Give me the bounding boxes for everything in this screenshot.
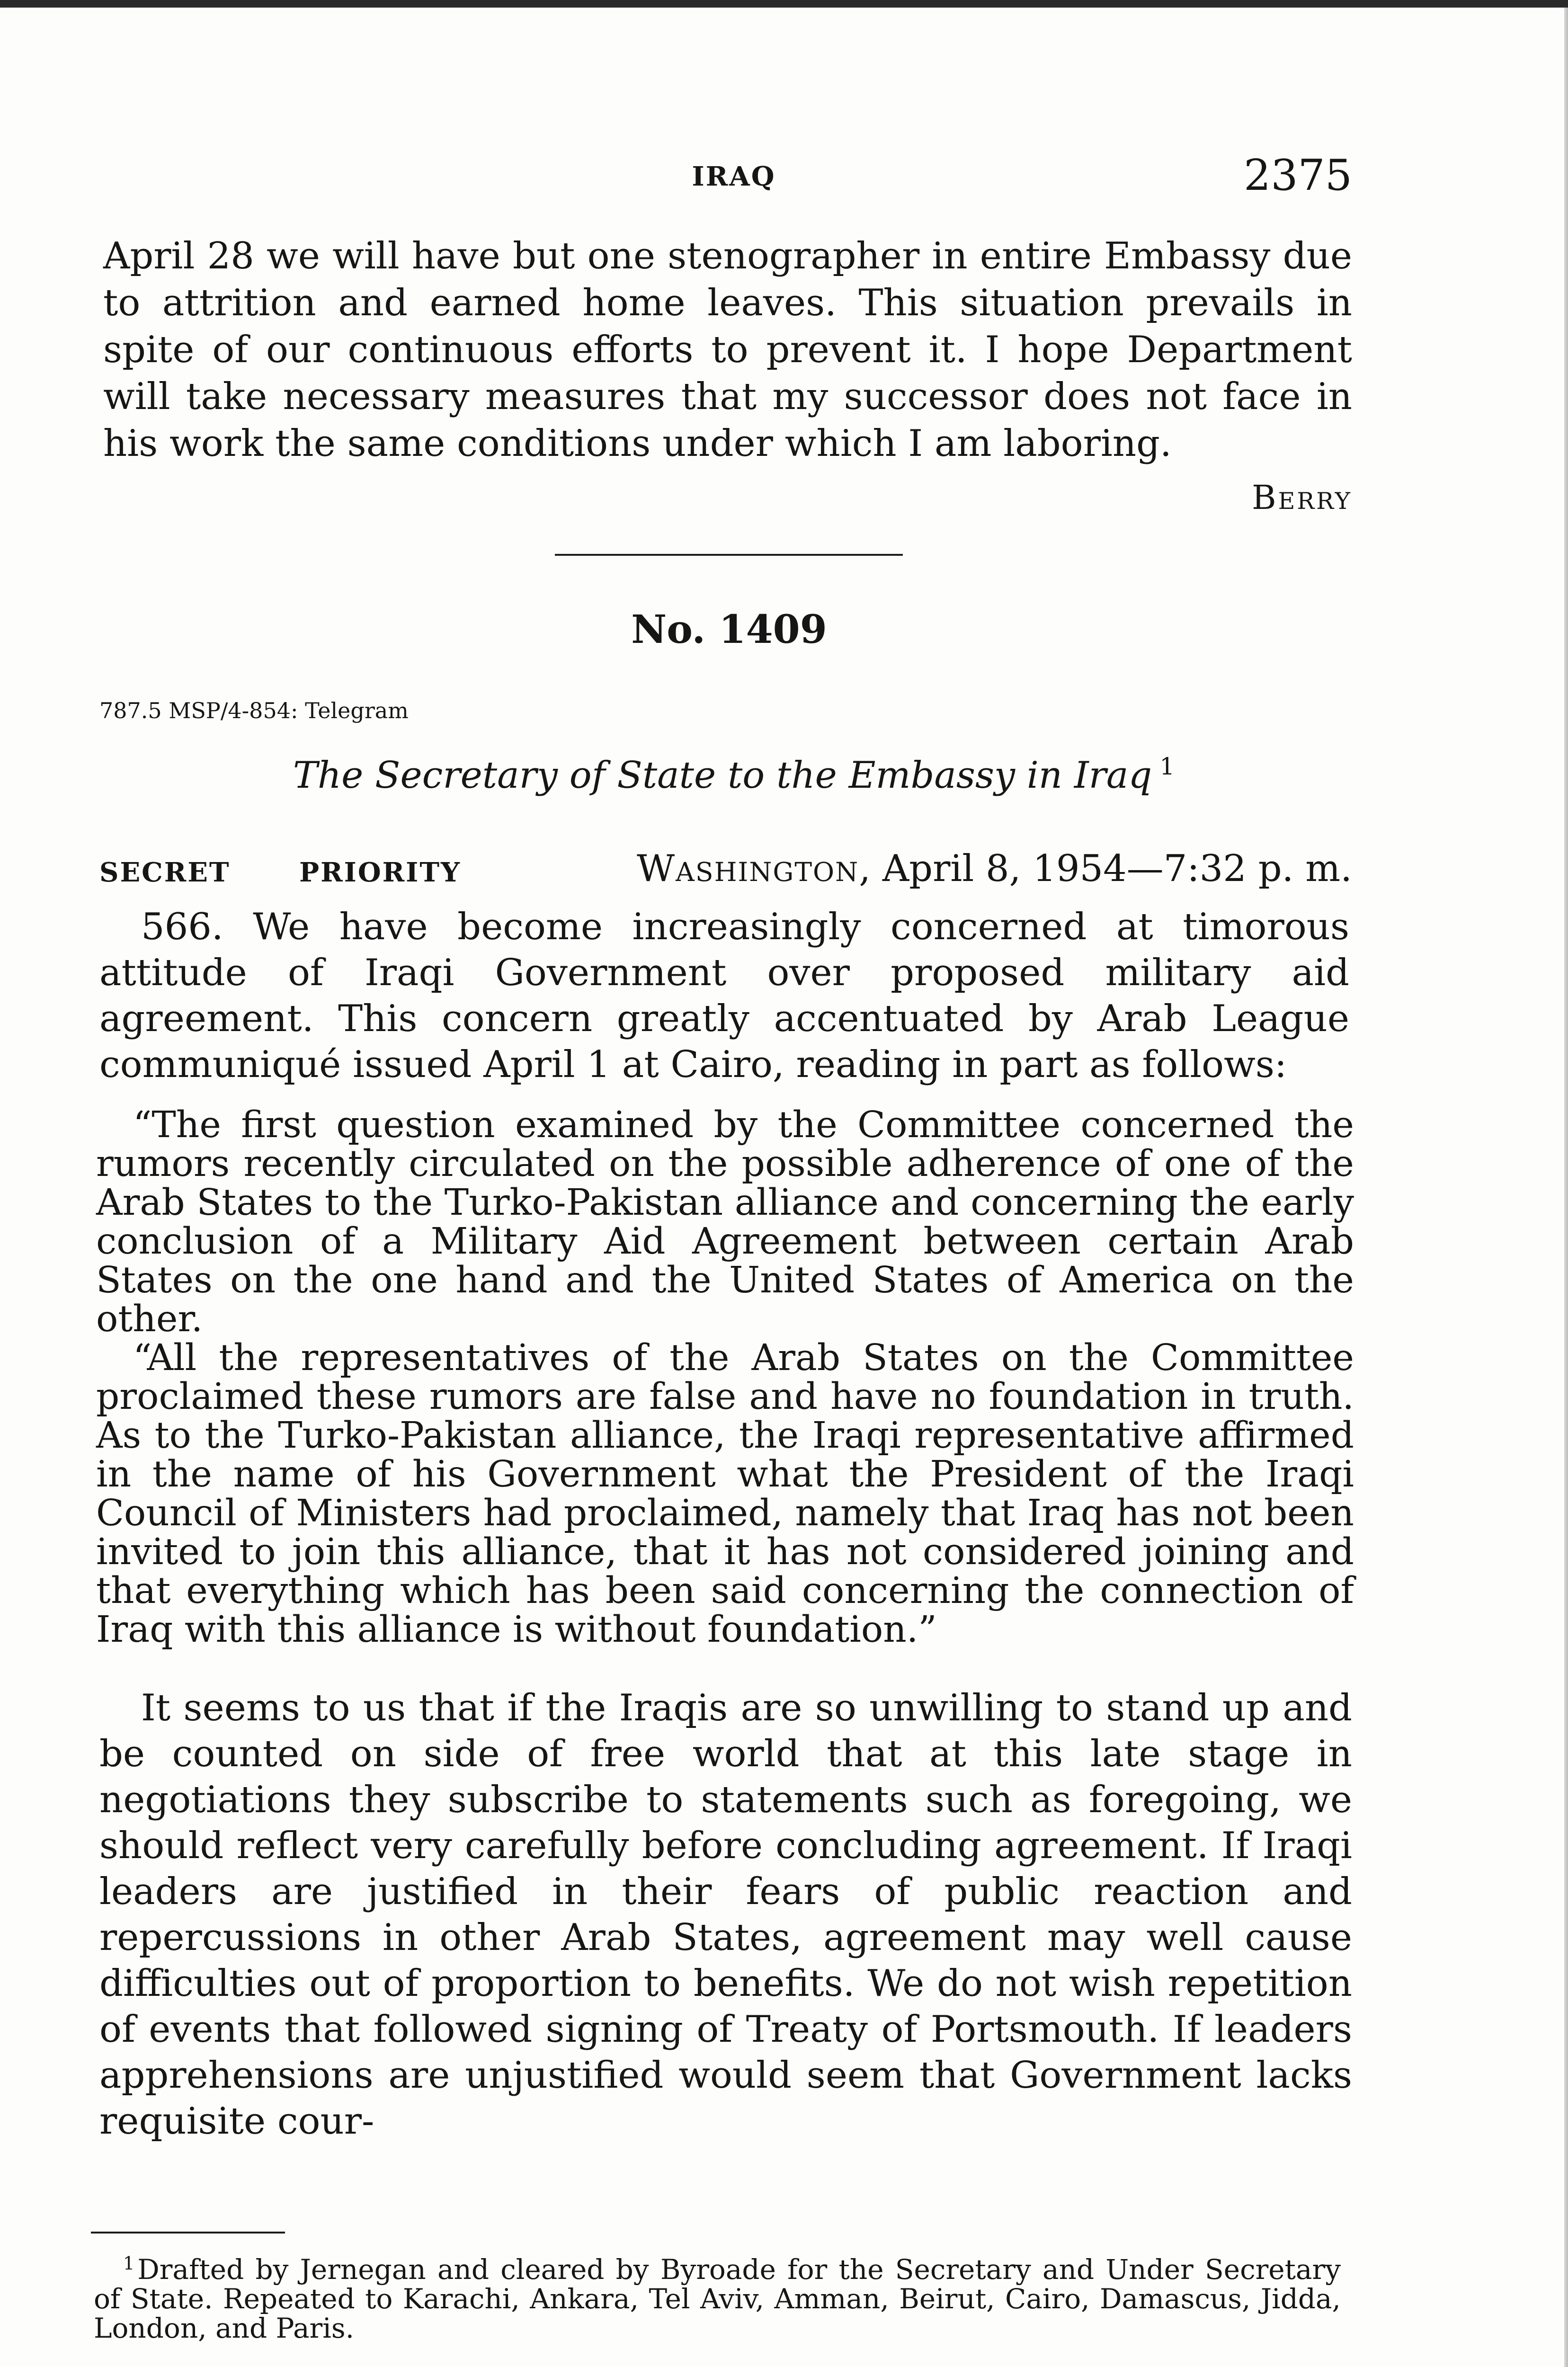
continuation-paragraph: April 28 we will have but one stenographer in entire Embassy due to attrition and earned home leaves. This situation prevails in spite of our continuous efforts to prevent it. I hope Department will take necessary measures that my successor does not face in his work the same conditions under which I am laboring. (103, 235, 1352, 465)
document-number: No. 1409 (631, 607, 827, 652)
closing-paragraph: It seems to us that if the Iraqis are so unwilling to stand up and be counted on side of free world that at this late stage in negotiations they subscribe to statements such as foregoing, we should reflect very carefully before concluding agreement. If Iraqi leaders are justified in their fears of public reaction and repercussions in other Arab States, agreement may well cause difficulties out of proportion to benefits. We do not wish repetition of events that followed signing of Treaty of Portsmouth. If leaders apprehensions are unjustified would seem that Government lacks requisite cour- (99, 1687, 1352, 2143)
document-title-text: The Secretary of State to the Embassy in Iraq (293, 754, 1152, 797)
signature: Berry (1252, 478, 1352, 517)
footnote (94, 2249, 1341, 2343)
classification-label: SECRET (99, 857, 231, 888)
running-head: IRAQ (692, 161, 776, 192)
communique-quote (96, 1106, 1354, 1649)
page-number: 2375 (1243, 151, 1352, 200)
dateline-place: Washington (637, 847, 859, 890)
precedence-label: PRIORITY (299, 857, 462, 888)
footnote-marker: 1 (123, 2253, 135, 2274)
footnote-divider (91, 2232, 285, 2234)
section-divider (555, 554, 903, 556)
quote-paragraph: “The first question examined by the Committee concerned the rumors recently circulated on the possible adherence of one of the Arab States to the Turko-Pakistan alliance and concerning the early conclusion of a Military Aid Agreement between certain Arab States on the one hand and the United States of America on the other. (96, 1104, 1354, 1340)
footnote-reference[interactable]: 1 (1159, 753, 1175, 780)
intro-paragraph: 566. We have become increasingly concerned at timorous attitude of Iraqi Government over proposed military aid agreement. This concern greatly accentuated by Arab League communiqué issued April 1 at Cairo, reading in part as follows: (99, 906, 1349, 1086)
quote-paragraph: “All the representatives of the Arab States on the Committee proclaimed these rumors are false and have no foundation in truth. As to the Turko-Pakistan alliance, the Iraqi representative affirmed in the name of his Government what the President of the Iraqi Council of Ministers had proclaimed, namely that Iraq has not been invited to join this alliance, that it has not considered joining and that everything which has been said concerning the connection of Iraq with this alliance is without foundation.” (96, 1337, 1354, 1651)
footnote-text: Drafted by Jernegan and cleared by Byroade for the Secretary and Under Secretary of State. Repeated to Karachi, Ankara, Tel Aviv, Amman, Beirut, Cairo, Damascus, Jidda, London, and Paris. (94, 2253, 1341, 2344)
page-right-edge (1564, 8, 1568, 2367)
dateline-date: , April 8, 1954—7:32 p. m. (859, 847, 1352, 890)
dateline (637, 847, 1352, 890)
document-title (189, 753, 1278, 797)
file-reference: 787.5 MSP/4-854: Telegram (99, 698, 409, 723)
page-top-border (0, 0, 1568, 8)
